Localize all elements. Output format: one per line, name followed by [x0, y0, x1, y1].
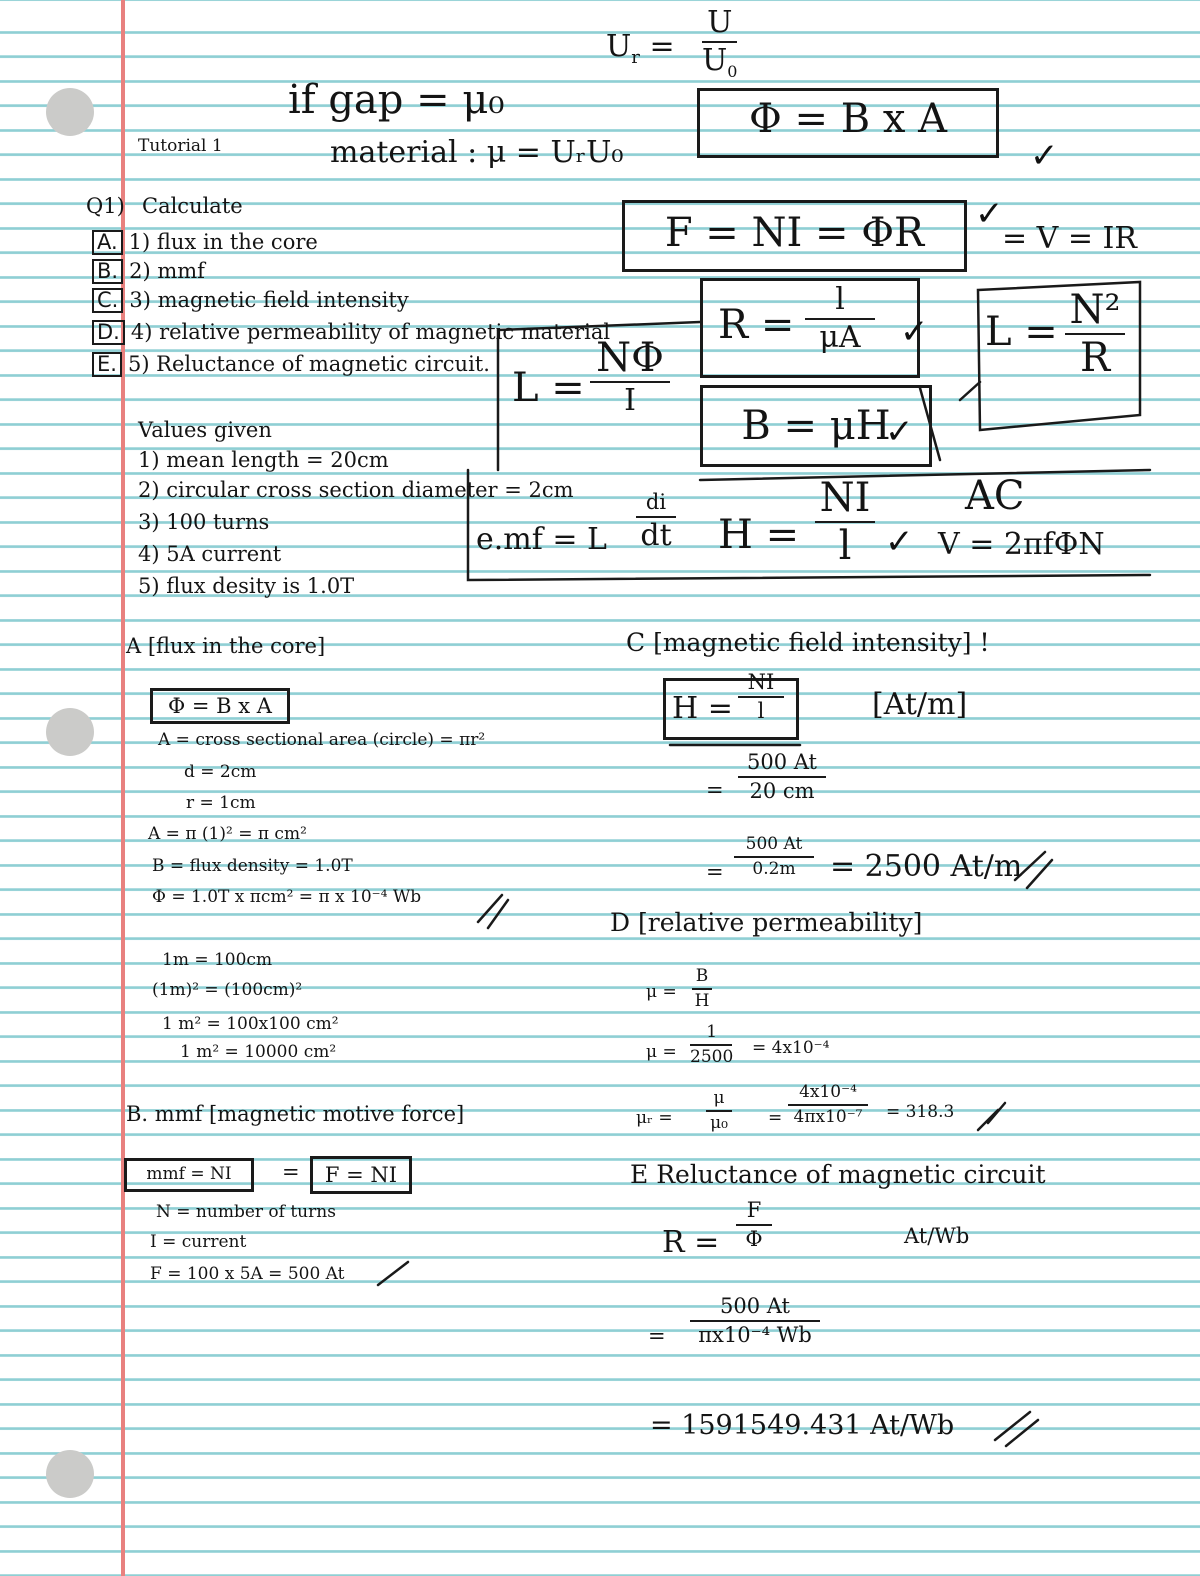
section-c-result: = 2500 At/m — [830, 849, 1023, 884]
unit-conversion-line: 1 m² = 100x100 cm² — [162, 1014, 339, 1034]
inductance-nphi-fraction — [590, 335, 670, 418]
section-e-step-denominator: πx10⁻⁴ Wb — [698, 1323, 812, 1347]
emf-fraction — [636, 492, 676, 551]
section-d-mur-fraction2 — [788, 1084, 868, 1126]
emf-numerator: di — [645, 490, 667, 514]
ohms-law-analogy: = V = IR — [1002, 221, 1137, 256]
section-c-title: C [magnetic field intensity] ! — [626, 628, 990, 657]
section-d-mur-fraction — [706, 1090, 732, 1132]
given-item: 2) circular cross section diameter = 2cm — [138, 478, 574, 502]
check-mark: ✓ — [885, 522, 914, 562]
h-formula-denominator: l — [838, 523, 852, 569]
check-mark: ✓ — [975, 194, 1004, 234]
section-c-equals: = — [706, 778, 724, 802]
section-d-mu-lhs: μ = — [646, 982, 677, 1002]
section-a-title: A [flux in the core] — [126, 634, 326, 658]
inductance-nphi-numerator: NΦ — [596, 335, 664, 381]
section-a-line: A = π (1)² = π cm² — [148, 824, 307, 844]
section-e-unit: At/Wb — [904, 1224, 970, 1248]
formula-box-phi: Φ = B x A — [697, 88, 999, 158]
unit-conversion-line: 1 m² = 10000 cm² — [180, 1042, 337, 1062]
inductance-nphi-lhs: L = — [512, 365, 585, 411]
ur-denominator: $U_0$ — [702, 43, 738, 81]
section-d-mur-lhs: μᵣ = — [636, 1108, 673, 1128]
section-a-line: Φ = 1.0T x πcm² = π x 10⁻⁴ Wb — [152, 887, 422, 907]
emf-lhs: e.mf = L — [476, 522, 607, 557]
given-item: 1) mean length = 20cm — [138, 448, 389, 472]
reluctance-denominator: μA — [819, 320, 861, 355]
section-d-title: D [relative permeability] — [610, 908, 923, 937]
underline-mark — [378, 1262, 408, 1285]
double-underline-mark — [995, 1412, 1038, 1446]
section-c-step2-denominator: 0.2m — [752, 859, 796, 879]
section-b-box-mmf: mmf = NI — [124, 1158, 254, 1192]
ur-fraction — [702, 5, 738, 81]
section-c-step1-numerator: 500 At — [747, 750, 817, 774]
ur-lhs: $U_r$ = — [606, 29, 675, 68]
section-b-line: I = current — [150, 1232, 247, 1252]
section-e-r-fraction — [736, 1200, 772, 1250]
question-number: Q1) — [86, 194, 125, 218]
h-formula-numerator: NI — [819, 475, 871, 521]
given-item: 4) 5A current — [138, 542, 282, 566]
check-mark: ✓ — [900, 312, 929, 352]
inductance-nphi-denominator: I — [624, 383, 636, 418]
section-e-equals: = — [648, 1324, 666, 1348]
section-e-step-fraction — [690, 1296, 820, 1346]
question-item: E. 5) Reluctance of magnetic circuit. — [92, 352, 490, 377]
section-d-mur-denominator2: 4πx10⁻⁷ — [793, 1107, 863, 1127]
question-item: A. 1) flux in the core — [92, 230, 318, 255]
section-d-mu2-lhs: μ = — [646, 1042, 677, 1062]
reluctance-lhs: R = — [718, 302, 795, 348]
section-e-r-numerator: F — [746, 1198, 762, 1222]
ac-voltage-formula: V = 2πfΦN — [938, 527, 1105, 562]
section-a-box: Φ = B x A — [150, 688, 290, 724]
section-d-mu-denominator: H — [694, 991, 710, 1011]
section-a-line: d = 2cm — [184, 762, 257, 782]
double-underline-mark — [978, 1103, 1005, 1130]
section-c-step2-numerator: 500 At — [745, 834, 803, 854]
inductance-n2-denominator: R — [1079, 335, 1111, 381]
reluctance-fraction — [805, 282, 875, 355]
question-heading: Calculate — [142, 194, 243, 218]
section-d-mur-equals: = — [768, 1108, 783, 1128]
h-formula-lhs: H = — [718, 512, 800, 558]
section-c-step2-fraction — [734, 836, 814, 878]
section-c-unit: [At/m] — [872, 687, 968, 722]
ur-numerator: U — [707, 5, 733, 40]
formula-box-b: B = μH — [700, 385, 932, 467]
section-b-line: F = 100 x 5A = 500 At — [150, 1264, 345, 1284]
section-d-mu2-numerator: 1 — [706, 1022, 718, 1042]
section-d-mur-result: = 318.3 — [886, 1102, 955, 1122]
section-c-step1-fraction — [738, 752, 826, 802]
section-d-mur-denominator: μ₀ — [710, 1113, 728, 1133]
material-condition: material : μ = UᵣU₀ — [330, 135, 624, 170]
section-a-line: B = flux density = 1.0T — [152, 856, 353, 876]
section-d-mu-numerator: B — [695, 966, 709, 986]
inductance-n2-lhs: L = — [985, 309, 1058, 355]
given-item: 5) flux desity is 1.0T — [138, 574, 355, 598]
section-c-h-denominator: l — [757, 699, 765, 723]
formula-grid-line — [700, 470, 1150, 480]
emf-denominator: dt — [640, 518, 672, 553]
section-e-title: E Reluctance of magnetic circuit — [630, 1160, 1046, 1189]
h-formula-fraction — [815, 475, 875, 569]
unit-conversion-line: (1m)² = (100cm)² — [152, 980, 303, 1000]
section-a-line: r = 1cm — [186, 793, 256, 813]
question-item: B. 2) mmf — [92, 259, 205, 284]
section-c-equals: = — [706, 860, 724, 884]
section-c-h-lhs: H = — [672, 691, 733, 726]
section-a-line: A = cross sectional area (circle) = πr² — [158, 730, 486, 750]
double-underline-mark — [478, 895, 508, 928]
question-item: C. 3) magnetic field intensity — [92, 288, 409, 313]
section-d-mu2-result: = 4x10⁻⁴ — [752, 1038, 830, 1058]
formula-box-f: F = NI = ΦR — [622, 200, 967, 272]
unit-conversion-line: 1m = 100cm — [162, 950, 273, 970]
section-e-result: = 1591549.431 At/Wb — [650, 1410, 955, 1441]
section-b-line: N = number of turns — [156, 1202, 336, 1222]
inductance-n2-numerator: N² — [1069, 287, 1121, 333]
section-d-mu2-fraction — [690, 1024, 733, 1066]
section-e-r-lhs: R = — [662, 1225, 720, 1260]
section-d-mur-numerator: μ — [713, 1088, 725, 1108]
section-b-equals: = — [282, 1160, 300, 1184]
section-c-step1-denominator: 20 cm — [749, 779, 815, 803]
section-b-box-f: F = NI — [310, 1156, 412, 1194]
given-heading: Values given — [138, 418, 272, 442]
page-title: Tutorial 1 — [138, 136, 223, 156]
section-d-mu-fraction — [692, 968, 712, 1010]
section-c-h-numerator: NI — [747, 670, 775, 694]
section-b-title: B. mmf [magnetic motive force] — [126, 1102, 465, 1126]
given-item: 3) 100 turns — [138, 510, 270, 534]
check-mark: ✓ — [1030, 136, 1059, 176]
section-e-step-numerator: 500 At — [720, 1294, 790, 1318]
section-d-mur-numerator2: 4x10⁻⁴ — [799, 1082, 857, 1102]
question-item: D. 4) relative permeability of magnetic material — [92, 320, 610, 345]
section-c-h-fraction — [738, 672, 784, 722]
section-d-mu2-denominator: 2500 — [690, 1047, 734, 1067]
section-e-r-denominator: Φ — [745, 1227, 763, 1251]
ac-label: AC — [965, 473, 1025, 519]
check-mark: ✓ — [885, 412, 914, 452]
reluctance-numerator: l — [835, 282, 845, 317]
tick-stroke — [960, 382, 980, 400]
inductance-n2-fraction — [1065, 287, 1125, 381]
gap-condition: if gap = μ₀ — [288, 77, 505, 123]
